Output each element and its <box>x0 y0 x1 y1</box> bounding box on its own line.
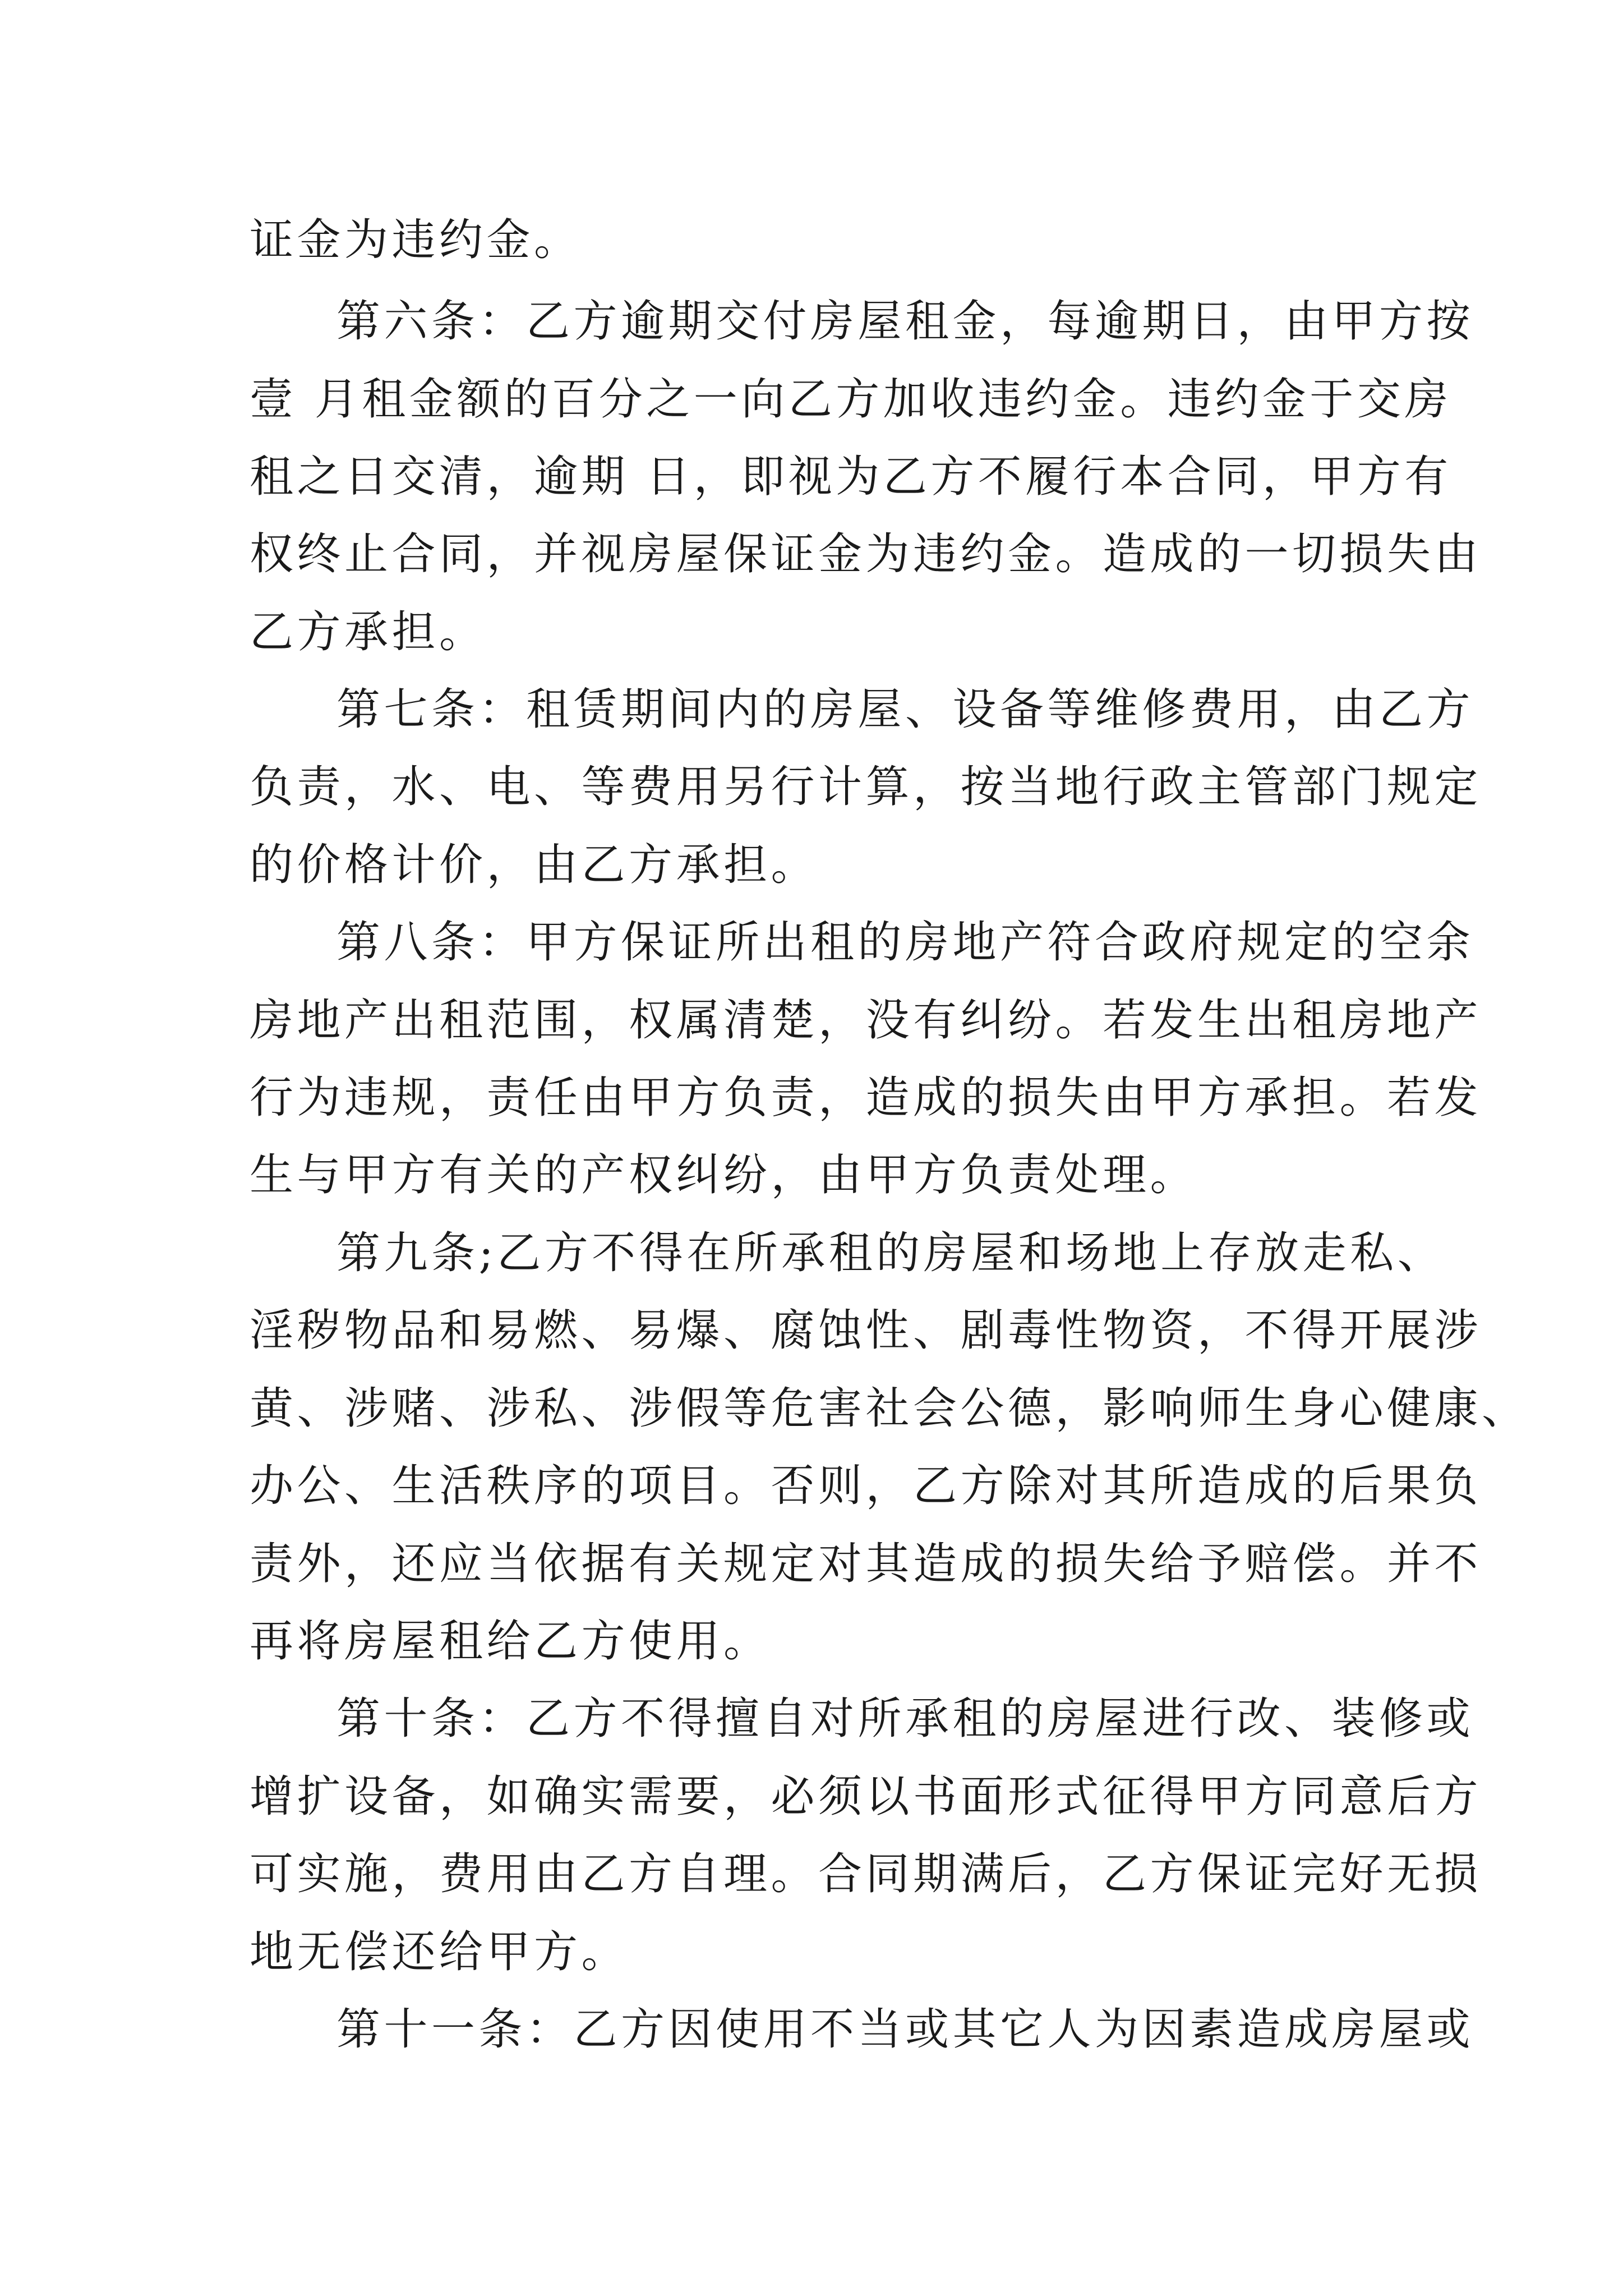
text-line: 可实施，费用由乙方自理。合同期满后，乙方保证完好无损 <box>250 1849 1482 1899</box>
text-line: 权终止合同，并视房屋保证金为违约金。造成的一切损失由 <box>250 529 1482 579</box>
text-line: 办公、生活秩序的项目。否则，乙方除对其所造成的后果负 <box>250 1461 1482 1511</box>
text-line: 乙方承担。 <box>250 607 487 657</box>
text-line: 黄、涉赌、涉私、涉假等危害社会公德，影响师生身心健康、 <box>250 1383 1529 1434</box>
text-line: 租之日交清，逾期 日，即视为乙方不履行本合同，甲方有 <box>250 452 1452 502</box>
text-line: 证金为违约金。 <box>250 215 582 265</box>
text-line: 第七条：租赁期间内的房屋、设备等维修费用，由乙方 <box>336 684 1474 735</box>
text-line: 地无偿还给甲方。 <box>250 1927 629 1977</box>
text-line: 增扩设备，如确实需要，必须以书面形式征得甲方同意后方 <box>250 1772 1482 1822</box>
text-line: 房地产出租范围，权属清楚，没有纠纷。若发生出租房地产 <box>250 995 1482 1046</box>
text-line: 负责，水、电、等费用另行计算，按当地行政主管部门规定 <box>250 762 1482 812</box>
text-line: 第十一条：乙方因使用不当或其它人为因素造成房屋或 <box>336 2004 1474 2055</box>
text-line: 责外，还应当依据有关规定对其造成的损失给予赔偿。并不 <box>250 1539 1482 1589</box>
text-line: 第六条：乙方逾期交付房屋租金，每逾期日，由甲方按 <box>336 296 1474 347</box>
text-line: 壹 月租金额的百分之一向乙方加收违约金。违约金于交房 <box>250 374 1452 425</box>
text-line: 生与甲方有关的产权纠纷，由甲方负责处理。 <box>250 1150 1198 1200</box>
text-line: 淫秽物品和易燃、易爆、腐蚀性、剧毒性物资，不得开展涉 <box>250 1305 1482 1356</box>
text-line: 再将房屋租给乙方使用。 <box>250 1616 771 1667</box>
text-line: 第十条：乙方不得擅自对所承租的房屋进行改、装修或 <box>336 1694 1474 1744</box>
text-line: 第九条;乙方不得在所承租的房屋和场地上存放走私、 <box>336 1228 1445 1278</box>
text-line: 行为违规，责任由甲方负责，造成的损失由甲方承担。若发 <box>250 1073 1482 1123</box>
text-line: 的价格计价，由乙方承担。 <box>250 840 819 890</box>
text-line: 第八条：甲方保证所出租的房地产符合政府规定的空余 <box>336 917 1474 968</box>
